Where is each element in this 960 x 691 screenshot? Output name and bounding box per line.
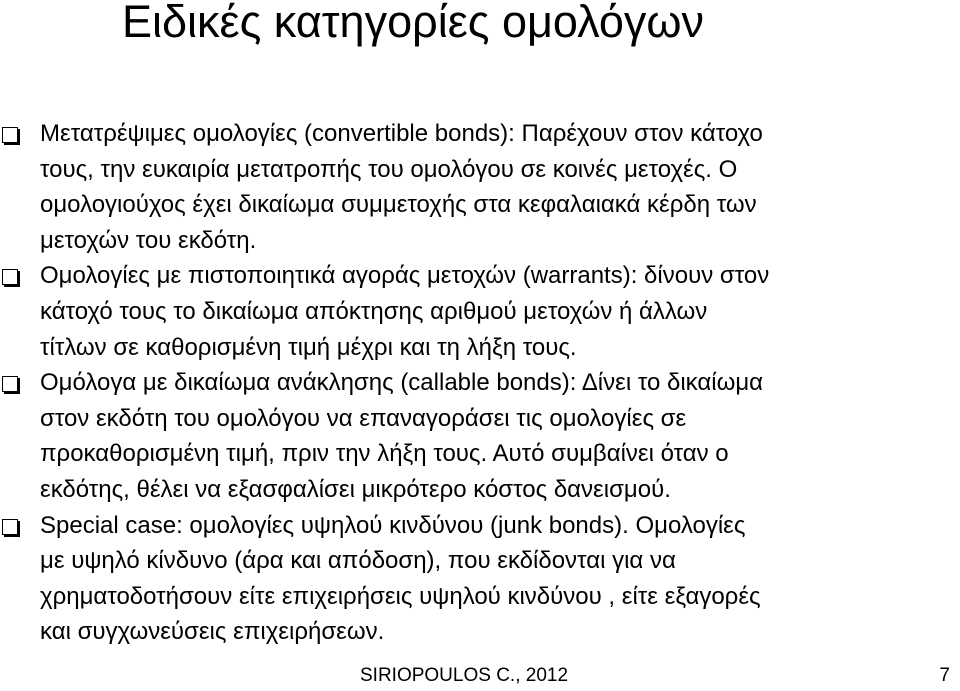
bullet-line: προκαθορισμένη τιμή, πριν την λήξη τους. Αυτό συμβαίνει όταν ο bbox=[40, 440, 729, 468]
checkbox-square-icon bbox=[2, 376, 18, 392]
bullet-line: Ομόλογα με δικαίωμα ανάκλησης (callable bonds): Δίνει το δικαίωμα bbox=[40, 369, 764, 397]
bullet-item-callable-bonds bbox=[0, 365, 960, 507]
checkbox-square-icon bbox=[2, 127, 18, 143]
bullet-item-junk-bonds bbox=[0, 508, 960, 650]
page-number: 7 bbox=[939, 665, 950, 686]
bullet-line: Special case: ομολογίες υψηλού κινδύνου (junk bonds). Ομολογίες bbox=[40, 511, 746, 539]
bullet-line: Μετατρέψιμες ομολογίες (convertible bonds): Παρέχουν στον κάτοχο bbox=[40, 120, 763, 147]
bullet-text bbox=[40, 365, 960, 507]
checkbox-square-icon bbox=[2, 269, 18, 285]
bullet-text bbox=[40, 258, 960, 365]
bullet-line: και συγχωνεύσεις επιχειρήσεων. bbox=[40, 618, 385, 646]
slide-title: Ειδικές κατηγορίες ομολόγων bbox=[122, 0, 705, 47]
bullet-line: χρηματοδοτήσουν είτε επιχειρήσεις υψηλού κινδύνου , είτε εξαγορές bbox=[40, 582, 761, 610]
bullet-line: με υψηλό κίνδυνο (άρα και απόδοση), που εκδίδονται για να bbox=[40, 547, 676, 575]
bullet-line: τίτλων σε καθορισμένη τιμή μέχρι και τη λήξη τους. bbox=[40, 333, 577, 361]
bullet-list bbox=[0, 116, 960, 650]
bullet-line: εκδότης, θέλει να εξασφαλίσει μικρότερο κόστος δανεισμού. bbox=[40, 475, 671, 503]
bullet-line: Ομολογίες με πιστοποιητικά αγοράς μετοχών (warrants): δίνουν στον bbox=[40, 262, 770, 290]
bullet-line: στον εκδότη του ομολόγου να επαναγοράσει τις ομολογίες σε bbox=[40, 404, 687, 432]
bullet-line: μετοχών του εκδότη. bbox=[40, 226, 257, 254]
bullet-item-convertible-bonds bbox=[0, 116, 960, 258]
checkbox-square-icon bbox=[2, 519, 18, 535]
bullet-line: ομολογιούχος έχει δικαίωμα συμμετοχής στα κεφαλαιακά κέρδη των bbox=[40, 191, 757, 219]
bullet-item-warrants bbox=[0, 258, 960, 365]
bullet-line: κάτοχό τους το δικαίωμα απόκτησης αριθμού μετοχών ή άλλων bbox=[40, 297, 708, 325]
footer-author: SIRIOPOULOS C., 2012 bbox=[360, 665, 569, 686]
bullet-text bbox=[40, 116, 960, 258]
bullet-text bbox=[40, 508, 960, 650]
bullet-line: τους, την ευκαιρία μετατροπής του ομολόγου σε κοινές μετοχές. Ο bbox=[40, 155, 738, 183]
